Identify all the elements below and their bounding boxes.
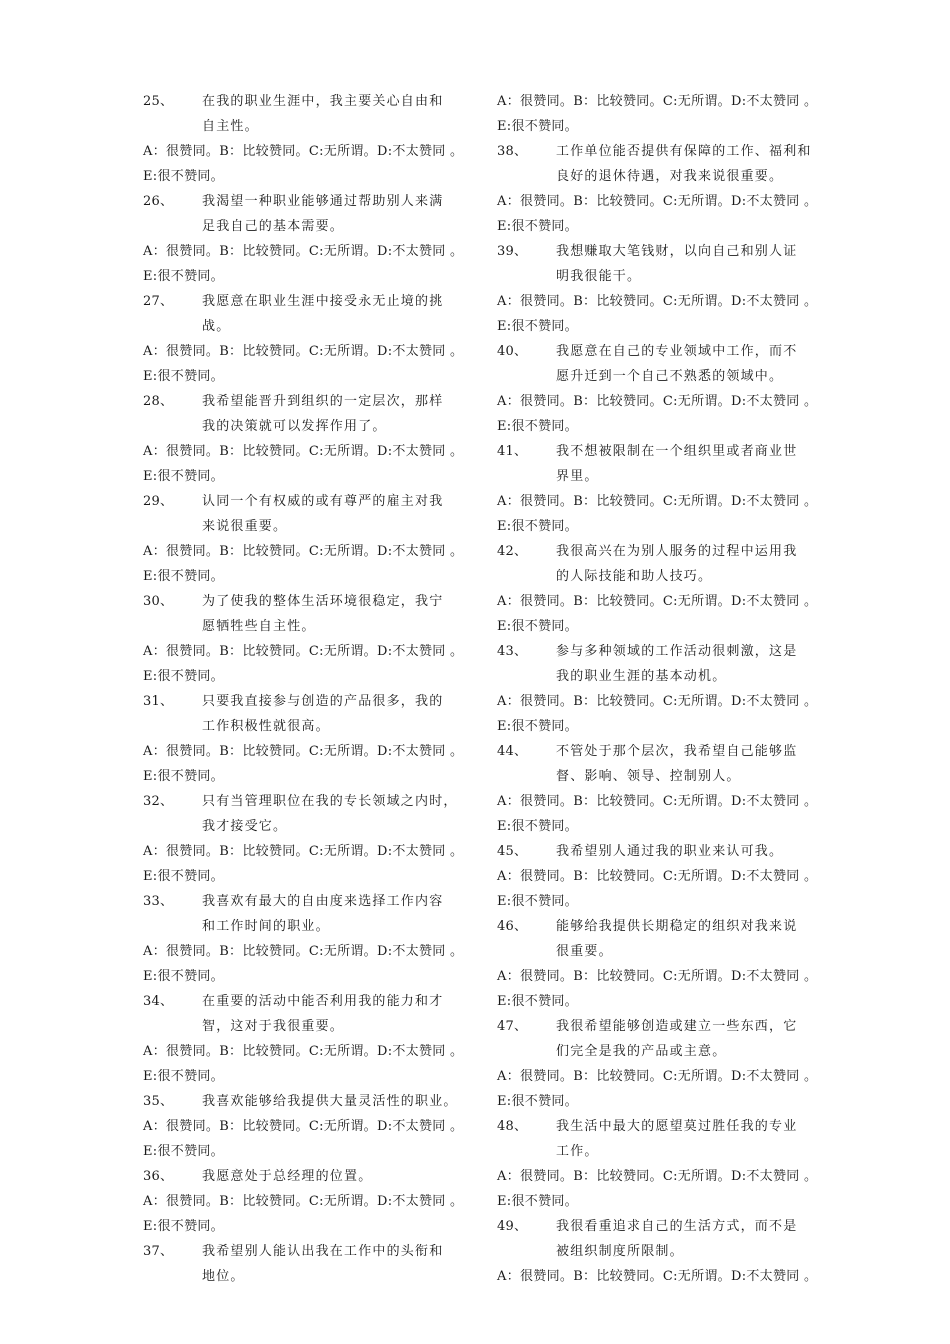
answer-options-a-to-d: A：很赞同。B：比较赞同。C:无所谓。D:不太赞同 。 <box>143 644 464 659</box>
question-text: 认同一个有权威的或有尊严的雇主对我 <box>202 494 444 509</box>
answer-option-e: E:很不赞同。 <box>497 519 578 534</box>
question-text: 参与多种领域的工作活动很刺激，这是 <box>556 644 798 659</box>
question-item <box>143 689 473 739</box>
question-text: 我很看重追求自己的生活方式，而不是 <box>556 1219 798 1234</box>
question-number: 46、 <box>497 919 528 934</box>
question-number: 42、 <box>497 544 528 559</box>
answer-options-a-to-d: A：很赞同。B：比较赞同。C:无所谓。D:不太赞同 。 <box>497 1169 818 1184</box>
question-text: 不管处于那个层次，我希望自己能够监 <box>556 744 798 759</box>
question-text: 我喜欢能够给我提供大量灵活性的职业。 <box>202 1094 458 1109</box>
question-first-line <box>497 914 827 939</box>
question-number: 25、 <box>143 94 174 109</box>
question-text-continued: 自主性。 <box>202 119 259 134</box>
question-text-continued: 良好的退休待遇，对我来说很重要。 <box>556 169 784 184</box>
question-first-line <box>497 539 827 564</box>
answer-options-a-to-d: A：很赞同。B：比较赞同。C:无所谓。D:不太赞同 。 <box>497 494 818 509</box>
question-text: 我不想被限制在一个组织里或者商业世 <box>556 444 798 459</box>
question-item <box>497 139 827 189</box>
question-first-line <box>497 639 827 664</box>
question-text: 能够给我提供长期稳定的组织对我来说 <box>556 919 798 934</box>
question-number: 47、 <box>497 1019 528 1034</box>
question-number: 44、 <box>497 744 528 759</box>
question-text-continued: 工作积极性就很高。 <box>202 719 330 734</box>
question-text-continued: 愿升迁到一个自己不熟悉的领域中。 <box>556 369 784 384</box>
answer-option-e: E:很不赞同。 <box>497 319 578 334</box>
question-text: 我愿意在职业生涯中接受永无止境的挑 <box>202 294 444 309</box>
question-item <box>497 239 827 289</box>
question-first-line <box>143 589 473 614</box>
question-text: 在我的职业生涯中，我主要关心自由和 <box>202 94 444 109</box>
question-item <box>497 839 827 864</box>
answer-options-a-to-d: A：很赞同。B：比较赞同。C:无所谓。D:不太赞同 。 <box>497 194 818 209</box>
answer-options-a-to-d: A：很赞同。B：比较赞同。C:无所谓。D:不太赞同 。 <box>143 1044 464 1059</box>
answer-options-a-to-d: A：很赞同。B：比较赞同。C:无所谓。D:不太赞同 。 <box>143 344 464 359</box>
answer-options-a-to-d: A：很赞同。B：比较赞同。C:无所谓。D:不太赞同 。 <box>497 1069 818 1084</box>
question-text: 我想赚取大笔钱财，以向自己和别人证 <box>556 244 798 259</box>
question-first-line <box>497 839 827 864</box>
question-item <box>143 1164 473 1189</box>
answer-options-a-to-d: A：很赞同。B：比较赞同。C:无所谓。D:不太赞同 。 <box>497 394 818 409</box>
question-first-line <box>143 1239 473 1264</box>
answer-option-e: E:很不赞同。 <box>143 669 224 684</box>
question-text: 我希望别人通过我的职业来认可我。 <box>556 844 784 859</box>
answer-option-e: E:很不赞同。 <box>143 369 224 384</box>
answer-options-a-to-d: A：很赞同。B：比较赞同。C:无所谓。D:不太赞同 。 <box>497 594 818 609</box>
question-text-continued: 战。 <box>202 319 231 334</box>
question-first-line <box>143 689 473 714</box>
question-number: 34、 <box>143 994 174 1009</box>
question-text: 我愿意处于总经理的位置。 <box>202 1169 373 1184</box>
answer-option-e: E:很不赞同。 <box>143 1219 224 1234</box>
answer-options-a-to-d: A：很赞同。B：比较赞同。C:无所谓。D:不太赞同 。 <box>143 844 464 859</box>
question-text-continued: 足我自己的基本需要。 <box>202 219 345 234</box>
answer-option-e: E:很不赞同。 <box>497 1094 578 1109</box>
question-item <box>497 739 827 789</box>
question-text-continued: 们完全是我的产品或主意。 <box>556 1044 727 1059</box>
question-text-continued: 我的职业生涯的基本动机。 <box>556 669 727 684</box>
question-number: 37、 <box>143 1244 174 1259</box>
question-item <box>143 1089 473 1114</box>
question-number: 28、 <box>143 394 174 409</box>
answer-option-e: E:很不赞同。 <box>497 894 578 909</box>
answer-options-a-to-d: A：很赞同。B：比较赞同。C:无所谓。D:不太赞同 。 <box>143 144 464 159</box>
answer-options-a-to-d: A：很赞同。B：比较赞同。C:无所谓。D:不太赞同 。 <box>497 694 818 709</box>
question-item <box>143 389 473 439</box>
answer-option-e: E:很不赞同。 <box>497 119 578 134</box>
question-first-line <box>143 1164 473 1189</box>
question-item <box>143 789 473 839</box>
question-number: 48、 <box>497 1119 528 1134</box>
answer-options-a-to-d: A：很赞同。B：比较赞同。C:无所谓。D:不太赞同 。 <box>143 744 464 759</box>
question-first-line <box>497 339 827 364</box>
question-text-continued: 来说很重要。 <box>202 519 288 534</box>
question-first-line <box>497 1114 827 1139</box>
question-first-line <box>497 1214 827 1239</box>
question-item <box>497 1014 827 1064</box>
question-text-continued: 我的决策就可以发挥作用了。 <box>202 419 387 434</box>
question-first-line <box>143 789 473 814</box>
question-text: 我希望能晋升到组织的一定层次，那样 <box>202 394 444 409</box>
answer-options-a-to-d: A：很赞同。B：比较赞同。C:无所谓。D:不太赞同 。 <box>143 244 464 259</box>
question-first-line <box>497 739 827 764</box>
answer-options-a-to-d: A：很赞同。B：比较赞同。C:无所谓。D:不太赞同 。 <box>143 444 464 459</box>
question-text-continued: 智，这对于我很重要。 <box>202 1019 345 1034</box>
question-number: 45、 <box>497 844 528 859</box>
question-number: 49、 <box>497 1219 528 1234</box>
question-number: 39、 <box>497 244 528 259</box>
question-text-continued: 界里。 <box>556 469 599 484</box>
answer-options-a-to-d: A：很赞同。B：比较赞同。C:无所谓。D:不太赞同 。 <box>497 94 818 109</box>
answer-option-e: E:很不赞同。 <box>143 869 224 884</box>
question-number: 31、 <box>143 694 174 709</box>
question-item <box>143 189 473 239</box>
right-column <box>497 89 827 1289</box>
answer-option-e: E:很不赞同。 <box>143 769 224 784</box>
question-text-continued: 我才接受它。 <box>202 819 288 834</box>
question-number: 27、 <box>143 294 174 309</box>
question-text: 我渴望一种职业能够通过帮助别人来满 <box>202 194 444 209</box>
question-number: 32、 <box>143 794 174 809</box>
question-item <box>143 289 473 339</box>
answer-options-a-to-d: A：很赞同。B：比较赞同。C:无所谓。D:不太赞同 。 <box>497 869 818 884</box>
question-text-continued: 的人际技能和助人技巧。 <box>556 569 713 584</box>
question-text: 我很高兴在为别人服务的过程中运用我 <box>556 544 798 559</box>
question-first-line <box>143 989 473 1014</box>
answer-options-a-to-d: A：很赞同。B：比较赞同。C:无所谓。D:不太赞同 。 <box>497 1269 818 1284</box>
question-item <box>143 489 473 539</box>
question-item <box>497 639 827 689</box>
question-first-line <box>143 89 473 114</box>
answer-option-e: E:很不赞同。 <box>497 619 578 634</box>
question-item <box>497 439 827 489</box>
question-text-continued: 明我很能干。 <box>556 269 642 284</box>
question-text: 工作单位能否提供有保障的工作、福利和 <box>556 144 812 159</box>
answer-options-a-to-d: A：很赞同。B：比较赞同。C:无所谓。D:不太赞同 。 <box>497 294 818 309</box>
answer-option-e: E:很不赞同。 <box>497 1194 578 1209</box>
question-first-line <box>143 189 473 214</box>
question-number: 26、 <box>143 194 174 209</box>
question-item <box>497 339 827 389</box>
question-text: 我愿意在自己的专业领域中工作，而不 <box>556 344 798 359</box>
question-text-continued: 很重要。 <box>556 944 613 959</box>
question-first-line <box>497 239 827 264</box>
answer-options-a-to-d: A：很赞同。B：比较赞同。C:无所谓。D:不太赞同 。 <box>497 794 818 809</box>
answer-options-a-to-d: A：很赞同。B：比较赞同。C:无所谓。D:不太赞同 。 <box>143 1194 464 1209</box>
question-item <box>143 989 473 1039</box>
question-item <box>497 1214 827 1264</box>
answer-option-e: E:很不赞同。 <box>497 219 578 234</box>
question-first-line <box>497 139 827 164</box>
question-number: 33、 <box>143 894 174 909</box>
answer-option-e: E:很不赞同。 <box>143 169 224 184</box>
question-text-continued: 和工作时间的职业。 <box>202 919 330 934</box>
question-text: 我很希望能够创造或建立一些东西，它 <box>556 1019 798 1034</box>
question-item <box>497 1114 827 1164</box>
question-text-continued: 地位。 <box>202 1269 245 1284</box>
question-text: 我喜欢有最大的自由度来选择工作内容 <box>202 894 444 909</box>
question-item <box>497 539 827 589</box>
question-number: 36、 <box>143 1169 174 1184</box>
question-item <box>143 89 473 139</box>
question-text-continued: 愿牺牲些自主性。 <box>202 619 316 634</box>
question-number: 29、 <box>143 494 174 509</box>
question-item <box>143 1239 473 1289</box>
question-text: 为了使我的整体生活环境很稳定，我宁 <box>202 594 444 609</box>
question-first-line <box>143 1089 473 1114</box>
answer-option-e: E:很不赞同。 <box>143 569 224 584</box>
question-number: 30、 <box>143 594 174 609</box>
answer-option-e: E:很不赞同。 <box>143 969 224 984</box>
question-first-line <box>143 289 473 314</box>
answer-option-e: E:很不赞同。 <box>497 994 578 1009</box>
answer-option-e: E:很不赞同。 <box>143 1069 224 1084</box>
answer-option-e: E:很不赞同。 <box>497 419 578 434</box>
question-number: 41、 <box>497 444 528 459</box>
answer-options-a-to-d: A：很赞同。B：比较赞同。C:无所谓。D:不太赞同 。 <box>143 944 464 959</box>
question-text-continued: 督、影响、领导、控制别人。 <box>556 769 741 784</box>
left-column <box>143 89 473 1289</box>
question-text: 我希望别人能认出我在工作中的头衔和 <box>202 1244 444 1259</box>
question-first-line <box>143 889 473 914</box>
question-number: 35、 <box>143 1094 174 1109</box>
question-text-continued: 工作。 <box>556 1144 599 1159</box>
answer-option-e: E:很不赞同。 <box>143 1144 224 1159</box>
answer-option-e: E:很不赞同。 <box>497 719 578 734</box>
question-text: 只有当管理职位在我的专长领域之内时， <box>202 794 458 809</box>
question-number: 38、 <box>497 144 528 159</box>
question-first-line <box>143 389 473 414</box>
answer-options-a-to-d: A：很赞同。B：比较赞同。C:无所谓。D:不太赞同 。 <box>143 1119 464 1134</box>
question-number: 40、 <box>497 344 528 359</box>
question-first-line <box>143 489 473 514</box>
answer-options-a-to-d: A：很赞同。B：比较赞同。C:无所谓。D:不太赞同 。 <box>143 544 464 559</box>
question-first-line <box>497 1014 827 1039</box>
answer-option-e: E:很不赞同。 <box>143 469 224 484</box>
answer-options-a-to-d: A：很赞同。B：比较赞同。C:无所谓。D:不太赞同 。 <box>497 969 818 984</box>
answer-option-e: E:很不赞同。 <box>143 269 224 284</box>
question-number: 43、 <box>497 644 528 659</box>
question-first-line <box>497 439 827 464</box>
question-text: 在重要的活动中能否利用我的能力和才 <box>202 994 444 1009</box>
question-text: 只要我直接参与创造的产品很多，我的 <box>202 694 444 709</box>
question-item <box>143 589 473 639</box>
question-item <box>143 889 473 939</box>
question-text-continued: 被组织制度所限制。 <box>556 1244 684 1259</box>
question-item <box>497 914 827 964</box>
answer-option-e: E:很不赞同。 <box>497 819 578 834</box>
question-text: 我生活中最大的愿望莫过胜任我的专业 <box>556 1119 798 1134</box>
